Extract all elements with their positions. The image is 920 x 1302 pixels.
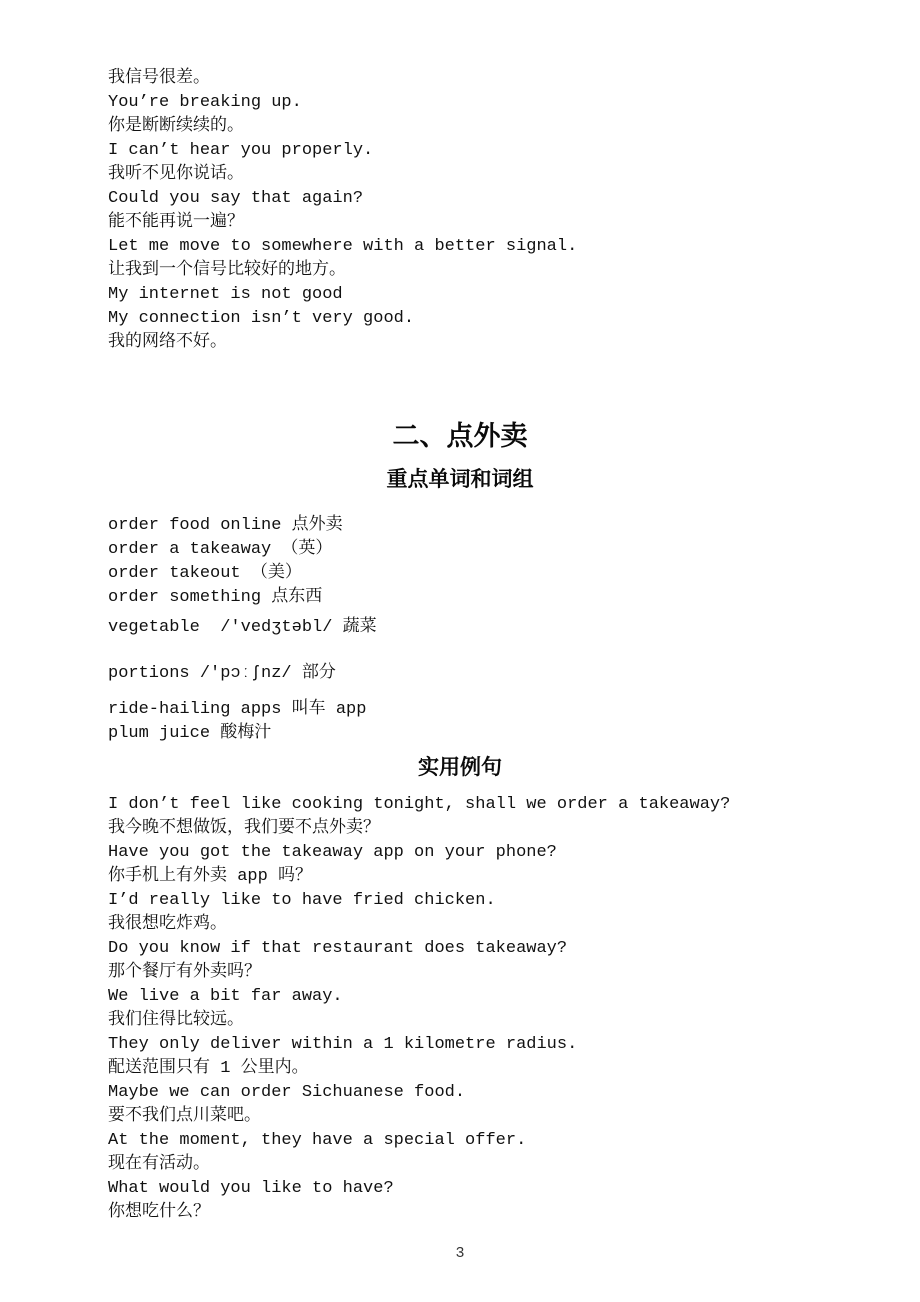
vocab-group-apps <box>0 698 920 746</box>
vocab-line-vegetable: vegetable /'vedʒtəbl/ 蔬菜 <box>108 618 377 637</box>
example-line: 要不我们点川菜吧。 <box>108 1107 261 1126</box>
page-number: 3 <box>455 1245 465 1262</box>
example-line: We live a bit far away. <box>108 987 343 1006</box>
example-line: Maybe we can order Sichuanese food. <box>108 1083 466 1102</box>
text-line: 我听不见你说话。 <box>108 165 244 184</box>
text-line: Let me move to somewhere with a better signal. <box>108 237 578 256</box>
section-title: 二、点外卖 <box>392 421 528 451</box>
text-line: 能不能再说一遍？ <box>108 213 244 232</box>
text-line: You’re breaking up. <box>108 93 302 112</box>
text-line: 我的网络不好。 <box>108 333 227 352</box>
vocab-heading: 重点单词和词组 <box>386 468 534 491</box>
text-line: 你是断断续续的。 <box>108 117 244 136</box>
vocab-line: order something 点东西 <box>108 588 323 607</box>
example-line: I don’t feel like cooking tonight, shall we order a takeaway? <box>108 795 731 814</box>
text-line: Could you say that again? <box>108 189 364 208</box>
example-line: 你想吃什么？ <box>108 1203 210 1222</box>
text-line: My connection isn’t very good. <box>108 309 415 328</box>
text-line: 让我到一个信号比较好的地方。 <box>108 261 346 280</box>
vocab-line: order food online 点外卖 <box>108 516 343 535</box>
text-line: My internet is not good <box>108 285 343 304</box>
example-line: Do you know if that restaurant does takeaway? <box>108 939 568 958</box>
vocab-group-order <box>0 514 920 610</box>
phone-signal-section <box>0 67 920 355</box>
example-line: 我很想吃炸鸡。 <box>108 915 227 934</box>
vocab-line: ride-hailing apps 叫车 app <box>108 700 367 719</box>
text-line: I can’t hear you properly. <box>108 141 374 160</box>
example-line: Have you got the takeaway app on your phone? <box>108 843 557 862</box>
example-line: 我今晚不想做饭，我们要不点外卖？ <box>108 819 380 838</box>
example-line: I’d really like to have fried chicken. <box>108 891 496 910</box>
example-line: At the moment, they have a special offer. <box>108 1131 527 1150</box>
examples-heading: 实用例句 <box>418 756 502 779</box>
example-line: They only deliver within a 1 kilometre radius. <box>108 1035 578 1054</box>
vocab-line: order a takeaway （英） <box>108 540 333 559</box>
example-line: 现在有活动。 <box>108 1155 210 1174</box>
example-line: What would you like to have? <box>108 1179 394 1198</box>
vocab-line-portions: portions /'pɔːʃnz/ 部分 <box>108 664 336 683</box>
example-line: 你手机上有外卖 app 吗？ <box>108 867 313 886</box>
text-line: 我信号很差。 <box>108 69 210 88</box>
example-line: 配送范围只有 1 公里内。 <box>108 1059 309 1078</box>
vocab-line: order takeout （美） <box>108 564 302 583</box>
examples-section <box>0 793 920 1225</box>
example-line: 我们住得比较远。 <box>108 1011 244 1030</box>
vocab-line: plum juice 酸梅汁 <box>108 724 272 743</box>
example-line: 那个餐厅有外卖吗？ <box>108 963 261 982</box>
